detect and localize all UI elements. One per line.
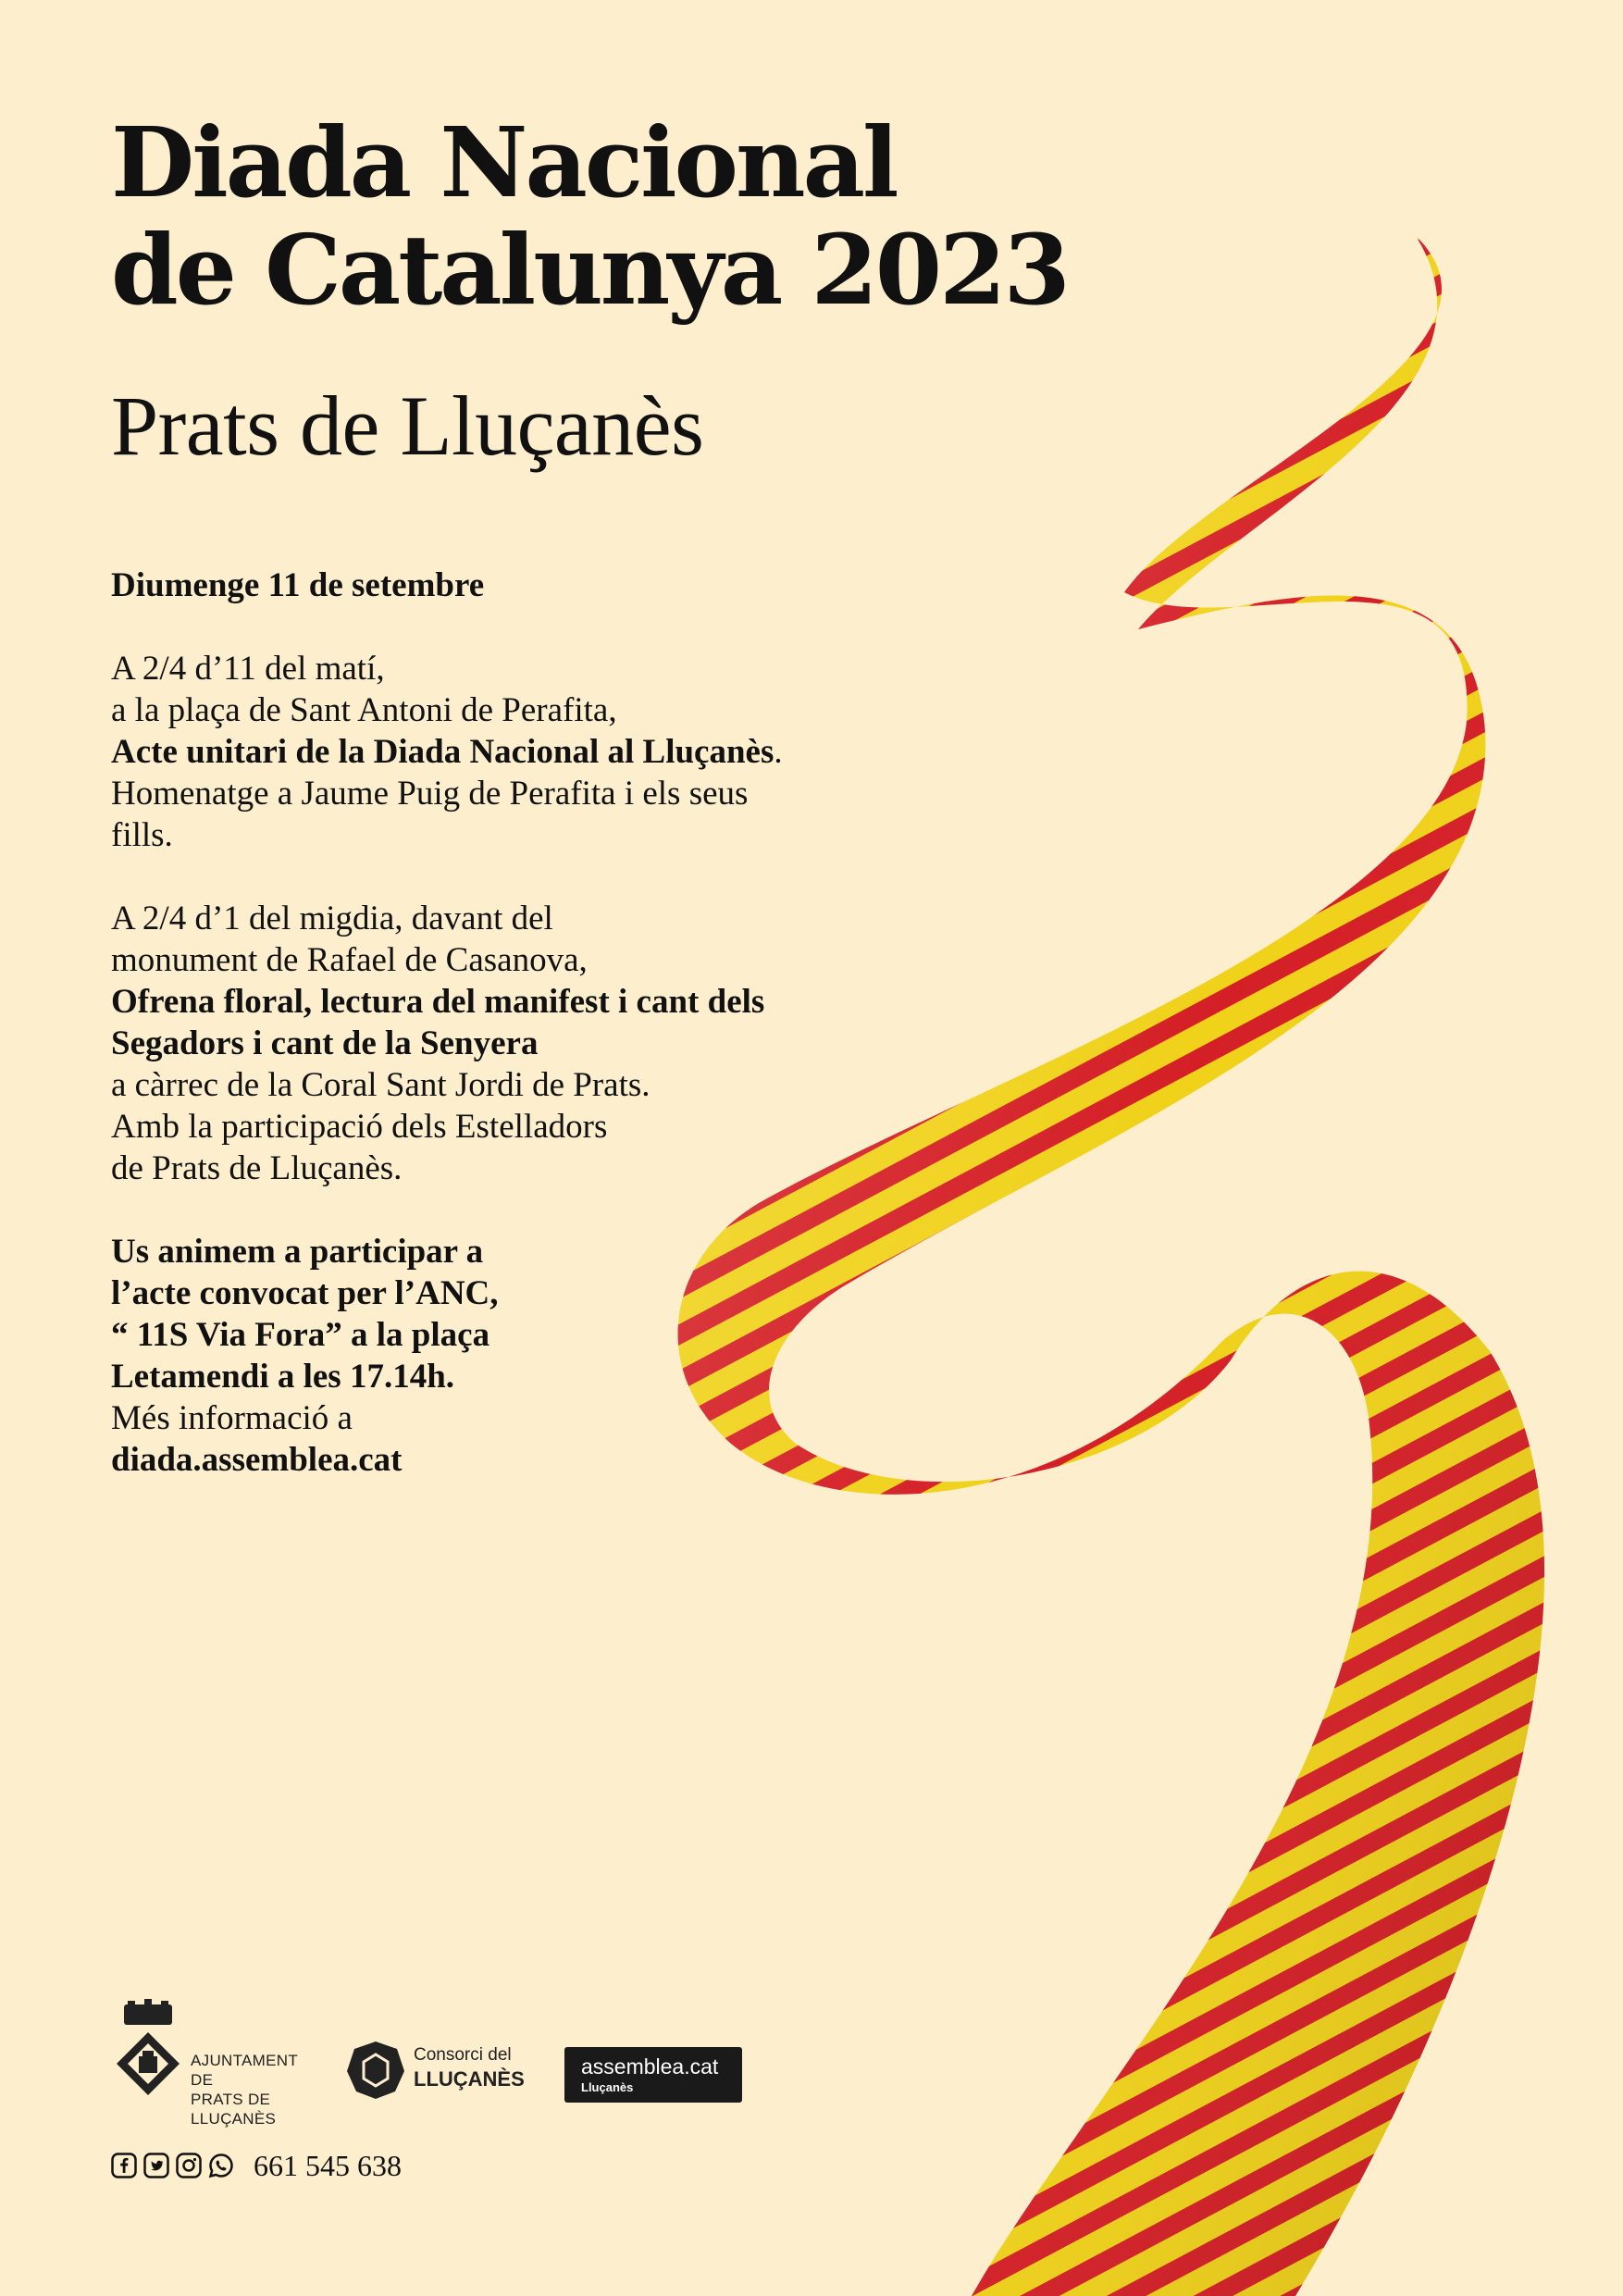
event-2-place: monument de Rafael de Casanova, [111, 941, 588, 979]
event-2-title: Ofrena floral, lectura del manifest i cant dels Segadors i cant de la Senyera [111, 983, 765, 1062]
poster-subtitle: Prats de Lluçanès [111, 379, 704, 473]
event-2-detail-1: a càrrec de la Coral Sant Jordi de Prats. [111, 1066, 650, 1104]
invite-bold-2: l’acte convocat per l’ANC, [111, 1274, 499, 1312]
event-1-place: a la plaça de Sant Antoni de Perafita, [111, 691, 617, 729]
ajuntament-text [191, 2051, 315, 2128]
assemblea-logo [564, 2047, 742, 2103]
instagram-icon[interactable] [176, 2153, 202, 2178]
sponsor-logos [111, 1999, 814, 2128]
ajuntament-logo [111, 1999, 315, 2128]
consorci-emblem-icon [345, 2040, 406, 2101]
title-line-2: de Catalunya 2023 [111, 213, 1068, 327]
event-1 [111, 648, 814, 856]
consorci-line-1: Consorci del [414, 2045, 512, 2065]
more-info-link[interactable]: diada.assemblea.cat [111, 1441, 403, 1479]
more-info-label: Més informació a [111, 1399, 353, 1437]
consorci-line-2: LLUÇANÈS [414, 2067, 525, 2091]
assemblea-line-2: Lluçanès [581, 2080, 634, 2094]
event-1-description [111, 731, 814, 856]
event-2-time: A 2/4 d’1 del migdia, davant del [111, 900, 553, 937]
event-2 [111, 898, 814, 1189]
event-1-detail: . Homenatge a Jaume Puig de Perafita i els seus fills. [111, 733, 783, 854]
whatsapp-icon[interactable] [208, 2153, 234, 2178]
invite [111, 1231, 814, 1481]
event-2-detail-2: Amb la participació dels Estelladors [111, 1108, 608, 1146]
invite-line-3 [111, 1314, 814, 1356]
event-2-detail-3: de Prats de Lluçanès. [111, 1149, 403, 1187]
invite-bold-1: Us animem a participar a [111, 1233, 484, 1271]
invite-line-4 [111, 1356, 814, 1397]
contact-row [111, 2147, 402, 2184]
title-line-1: Diada Nacional [111, 105, 897, 219]
invite-line-2 [111, 1272, 814, 1314]
event-1-time: A 2/4 d’11 del matí, [111, 650, 385, 688]
assemblea-line-1: assemblea.cat [581, 2054, 719, 2079]
invite-line-1 [111, 1231, 814, 1272]
poster-title [111, 105, 1068, 327]
ajuntament-line-2: PRATS DE LLUÇANÈS [191, 2091, 277, 2128]
event-1-title: Acte unitari de la Diada Nacional al Lluçanès [111, 733, 774, 771]
program-text [111, 565, 814, 1522]
phone-number[interactable]: 661 545 638 [254, 2148, 402, 2182]
more-info-link-wrap [111, 1439, 814, 1481]
event-2-title-wrap [111, 981, 814, 1064]
ajuntament-line-1: AJUNTAMENT DE [191, 2052, 298, 2089]
invite-bold-4: Letamendi a les 17.14h. [111, 1358, 455, 1396]
event-date: Diumenge 11 de setembre [111, 566, 485, 604]
twitter-icon[interactable] [143, 2153, 169, 2178]
coat-of-arms-icon [111, 1999, 185, 2110]
facebook-icon[interactable] [111, 2153, 137, 2178]
invite-bold-3: “ 11S Via Fora” a la plaça [111, 1316, 490, 1354]
consorci-logo [345, 2040, 530, 2104]
